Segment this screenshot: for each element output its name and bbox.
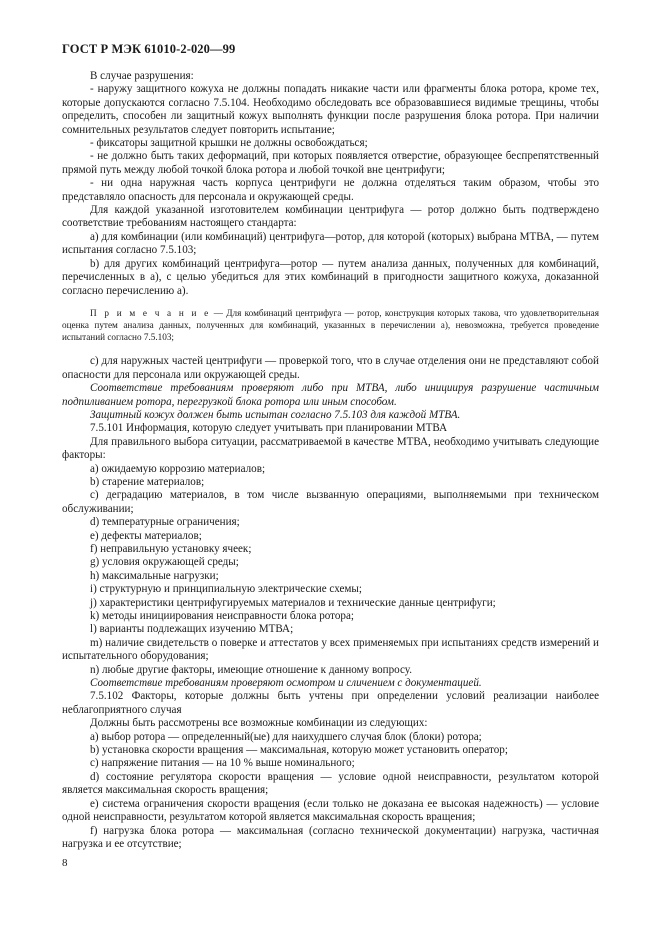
paragraph: В случае разрушения: — [90, 70, 194, 82]
page-number: 8 — [62, 857, 68, 869]
paragraph: - фиксаторы защитной крышки не должны освобождаться; — [90, 137, 368, 150]
list-item: e) система ограничения скорости вращения (если только не доказана ее высокая надежность) — условие одной неисправности, результатом которой является максимальная скорость вращения; — [62, 797, 599, 824]
list-item: a) выбор ротора — определенный(ые) для наихудшего случая блок (блоки) ротора; — [90, 730, 482, 743]
list-item: g) условия окружающей среды; — [90, 556, 239, 569]
note-text: — Для комбинаций центрифуга — ротор, конструкция которых такова, что удовлетворительная оценка путем анализа данных, полученных для комбинаций, указанных в перечислении а), невозможна, требуется проведение испытаний согласно 7.5.103; — [62, 307, 599, 342]
list-item: h) максимальные нагрузки; — [90, 569, 219, 582]
list-item: f) неправильную установку ячеек; — [90, 542, 252, 555]
list-item: a) ожидаемую коррозию материалов; — [90, 462, 266, 475]
list-item: d) температурные ограничения; — [90, 516, 240, 529]
paragraph: c) для наружных частей центрифуги — проверкой того, что в случае отделения они не представляют собой опасности для персонала или окружающей среды. — [62, 355, 599, 381]
paragraph: Для каждой указанной изготовителем комбинации центрифуга — ротор должно быть подтверждено соответствие требованиям настоящего стандарта: — [62, 204, 599, 230]
compliance-statement: Соответствие требованиям проверяют осмотром и сличением с документацией. — [90, 677, 482, 690]
list-item: d) состояние регулятора скорости вращения — условие одной неисправности, результатом которой является максимальная скорость вращения; — [62, 770, 599, 797]
list-item: e) дефекты материалов; — [90, 529, 202, 542]
compliance-statement: Соответствие требованиям проверяют либо при МТВА, либо инициируя разрушение частичным подпиливанием ротора, перегрузкой блока ротора или иным способом. — [62, 382, 599, 408]
section-heading: 7.5.102 Факторы, которые должны быть учтены при определении условий реализации наиболее неблагоприятного случая — [62, 690, 599, 716]
document-header: ГОСТ Р МЭК 61010-2-020—99 — [62, 42, 236, 56]
compliance-statement: Защитный кожух должен быть испытан согласно 7.5.103 для каждой МТВА. — [90, 408, 461, 421]
list-item: b) установка скорости вращения — максимальная, которую может установить оператор; — [90, 744, 508, 757]
list-item: m) наличие свидетельств о поверке и аттестатов у всех применяемых при испытаниях средств измерений и испытательного оборудования; — [62, 636, 599, 663]
list-item: k) методы инициирования неисправности блока ротора; — [90, 610, 354, 623]
note — [62, 308, 599, 343]
paragraph: a) для комбинации (или комбинаций) центрифуга—ротор, для которой (которых) выбрана МТВА, — путем испытания согласно 7.5.103; — [62, 230, 599, 257]
list-item: i) структурную и принципиальную электрические схемы; — [90, 583, 362, 596]
list-item: j) характеристики центрифугируемых материалов и технические данные центрифуги; — [90, 596, 496, 609]
paragraph: - наружу защитного кожуха не должны попадать никакие части или фрагменты блока ротора, кроме тех, которые допускаются согласно 7.5.104. Необходимо обследовать все образовавшиеся видимые трещины, чтобы определить, способен ли защитный кожух выполнять функции после разрушения блока ротора. При наличии сомнительных результатов следует повторить испытание; — [62, 83, 599, 136]
paragraph: Для правильного выбора ситуации, рассматриваемой в качестве МТВА, необходимо учитывать следующие факторы: — [62, 435, 599, 462]
list-item: f) нагрузка блока ротора — максимальная (согласно технической документации) нагрузка, частичная нагрузка и ее отсутствие; — [62, 824, 599, 850]
list-item: c) деградацию материалов, в том числе вызванную операциями, выполняемыми при техническом обслуживании; — [62, 489, 599, 515]
list-item: n) любые другие факторы, имеющие отношение к данному вопросу. — [90, 663, 412, 676]
paragraph: - ни одна наружная часть корпуса центрифуги не должна отделяться таким образом, чтобы это представляло опасность для персонала и окружающей среды. — [62, 177, 599, 203]
paragraph: b) для других комбинаций центрифуга—ротор — путем анализа данных, полученных для комбинаций, перечисленных в a), с целью убедиться для этих комбинаций в пригодности защитного кожуха, доказанной согласно перечислению a). — [62, 257, 599, 297]
section-heading: 7.5.101 Информация, которую следует учитывать при планировании МТВА — [90, 422, 448, 435]
list-item: b) старение материалов; — [90, 475, 205, 488]
list-item: c) напряжение питания — на 10 % выше номинального; — [90, 757, 355, 770]
paragraph: Должны быть рассмотрены все возможные комбинации из следующих: — [90, 717, 428, 730]
paragraph: - не должно быть таких деформаций, при которых появляется отверстие, образующее беспрепятственный прямой путь между любой точкой блока ротора и любой точкой вне центрифуги; — [62, 150, 599, 176]
document-body — [62, 70, 599, 851]
list-item: l) варианты подлежащих изучению МТВА; — [90, 623, 294, 636]
note-label: П р и м е ч а н и е — [90, 307, 211, 318]
